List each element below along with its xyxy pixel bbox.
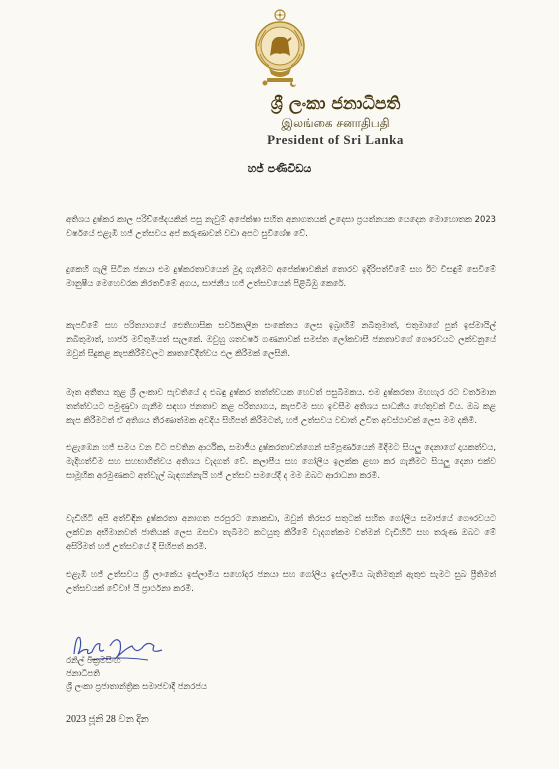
signatory-name: රනිල් වික්‍රමසිංහ [66,655,121,665]
paragraph-3: කැපවීමේ සහ පරිත්‍යාගයේ ඓතිහාසික සර්වකාලීන සංකේතය ලෙස ඉබ්‍රාහිම් නබිතුමාත්, එතුමාගේ පුත් ඉස්මායිල් නබිතුමාත්, හාජර් මව්තුමියත් සැලකේ. ඔවුහු ශතවර්ෂ ගණනාවක් සමස්ත ලෝකවාසී ජනතාවගේ ගෞරවයට ලක්වනුයේ ඔවුන් සිදුකළ කැපකිරීම්වලට කෘතවේදීත්වය ඵල කිරීමක් ලෙසිනි. [66,320,496,358]
letterhead-tamil: இலங்கை சனாதிபதி [281,116,390,130]
paragraph-6: වැඩිහිටි අපි අත්විඳින දුෂ්කරතා අනාගත පරපුරට නොකඩා, ඔවුන් තිරසර සතුටක් සහිත ගෝලීය සමාජයේ ගෞරවයට ලක්වන අභිමානවත් ජාතියක් ලෙස ඔසවා තැබීමට කටයුතු කිරීමේ වැදගත්කම වත්මන් වැඩිහිටි සහ තරුණ ඔබට මේ අසිරිමත් හජ් උත්සවයේ දී සිහිපත් කරමි. [66,513,496,551]
paragraph-7: එළැඹි හජ් උත්සවය ශ්‍රී ලාංකේය ඉස්ලාමීය සහෝදර ජනයා සහ ගෝලීය ඉස්ලාමීය බැතිමතුන් ඇතුළු සැමට සුබ ප්‍රීතිමත් උත්සවයක් වේවා! යි ප්‍රාර්ථනා කරමි. [66,569,496,593]
paragraph-4: මෑත අතීතය තුළ ශ්‍රී ලංකාව පැවතියේ ද එබඳු දුෂ්කර තත්ත්වයක හෙවත් පසුබිමකය. එම දුෂ්කරතා මහහැර රට වර්තමාන තත්ත්වයට පමුණුවා ගැනීම සඳහා ජනතාව කළ පරිත්‍යාගය, කැපවීම සහ ඉවසීම අතිශය සාධනීය හේතුවක් විය. ඔබ කළ කැප කිරීමටත් ඒ අතිශය තීරණාත්මක අවදිය සිහිපත් කිරීමටත්, හජ් උත්සවය වඩාත් උචිත අවස්ථාවක් ලෙස මම දකිමි. [66,387,496,425]
paragraph-2: දුකෙහි ගැලී සිටින ජනයා එම දුෂ්කරතාවයෙන් මුදා ගැනීමට අපේක්ෂාවකින් තොරව ඉදිරිපත්වීමේ සහ ඊට විසඳුම් සෙවීමේ මානුෂීය මෙහෙවරක නිරතවීමේ අගය, සාජනීය හජ් උත්සවයෙන් පිළිබිඹු කෙරේ. [66,264,496,288]
signature-block [66,654,207,693]
sri-lanka-emblem-icon [251,8,309,88]
message-subject: හජ් පණිවිඩය [247,162,312,175]
letterhead-sinhala: ශ්‍රී ලංකා ජනාධිපති [270,94,401,114]
message-date: 2023 ජූනි 28 වන දින [66,714,149,725]
signatory-country: ශ්‍රී ලංකා ප්‍රජාතාන්ත්‍රික සමාජවාදී ජනරජය [66,681,207,691]
paragraph-5: එළැඹෙන හජ් සමය වන විට පවතින ආර්ථික, සමාජීය දුෂ්කරතාවන්ගෙන් සම්පූර්ණයෙන් මිදීමට සියලු දෙනාගේ දායකත්වය, මැදිහත්වීම සහ සහභාගීත්වය අතිශය වැදගත් වේ. කලාපීය සහ ගෝලීය ඉලක්ක ළඟා කර ගැනීමට සියලු දෙනා එක්ව සාමූහික අරමුණකට අත්වැල් බැඳගන්නැයි හජ් උත්සව සමයේදී ද මම ඔබට ආරාධනා කරමි. [66,442,496,480]
paragraph-1: අතිශය දුෂ්කර කාල පරිච්ඡේදයකින් පසු නැවුම් අපේක්ෂා සහිත අනාගතයක් උදෙසා ප්‍රයත්නයක යෙදෙන මොහොතක 2023 වර්ෂයේ එළැඹි හජ් උත්සවය අප් කරුණාවන් වඩා අපට සුවිශේෂ වේ. [66,214,496,238]
letterhead-english: President of Sri Lanka [267,132,404,147]
signatory-title: ජනාධිපති [66,668,100,678]
